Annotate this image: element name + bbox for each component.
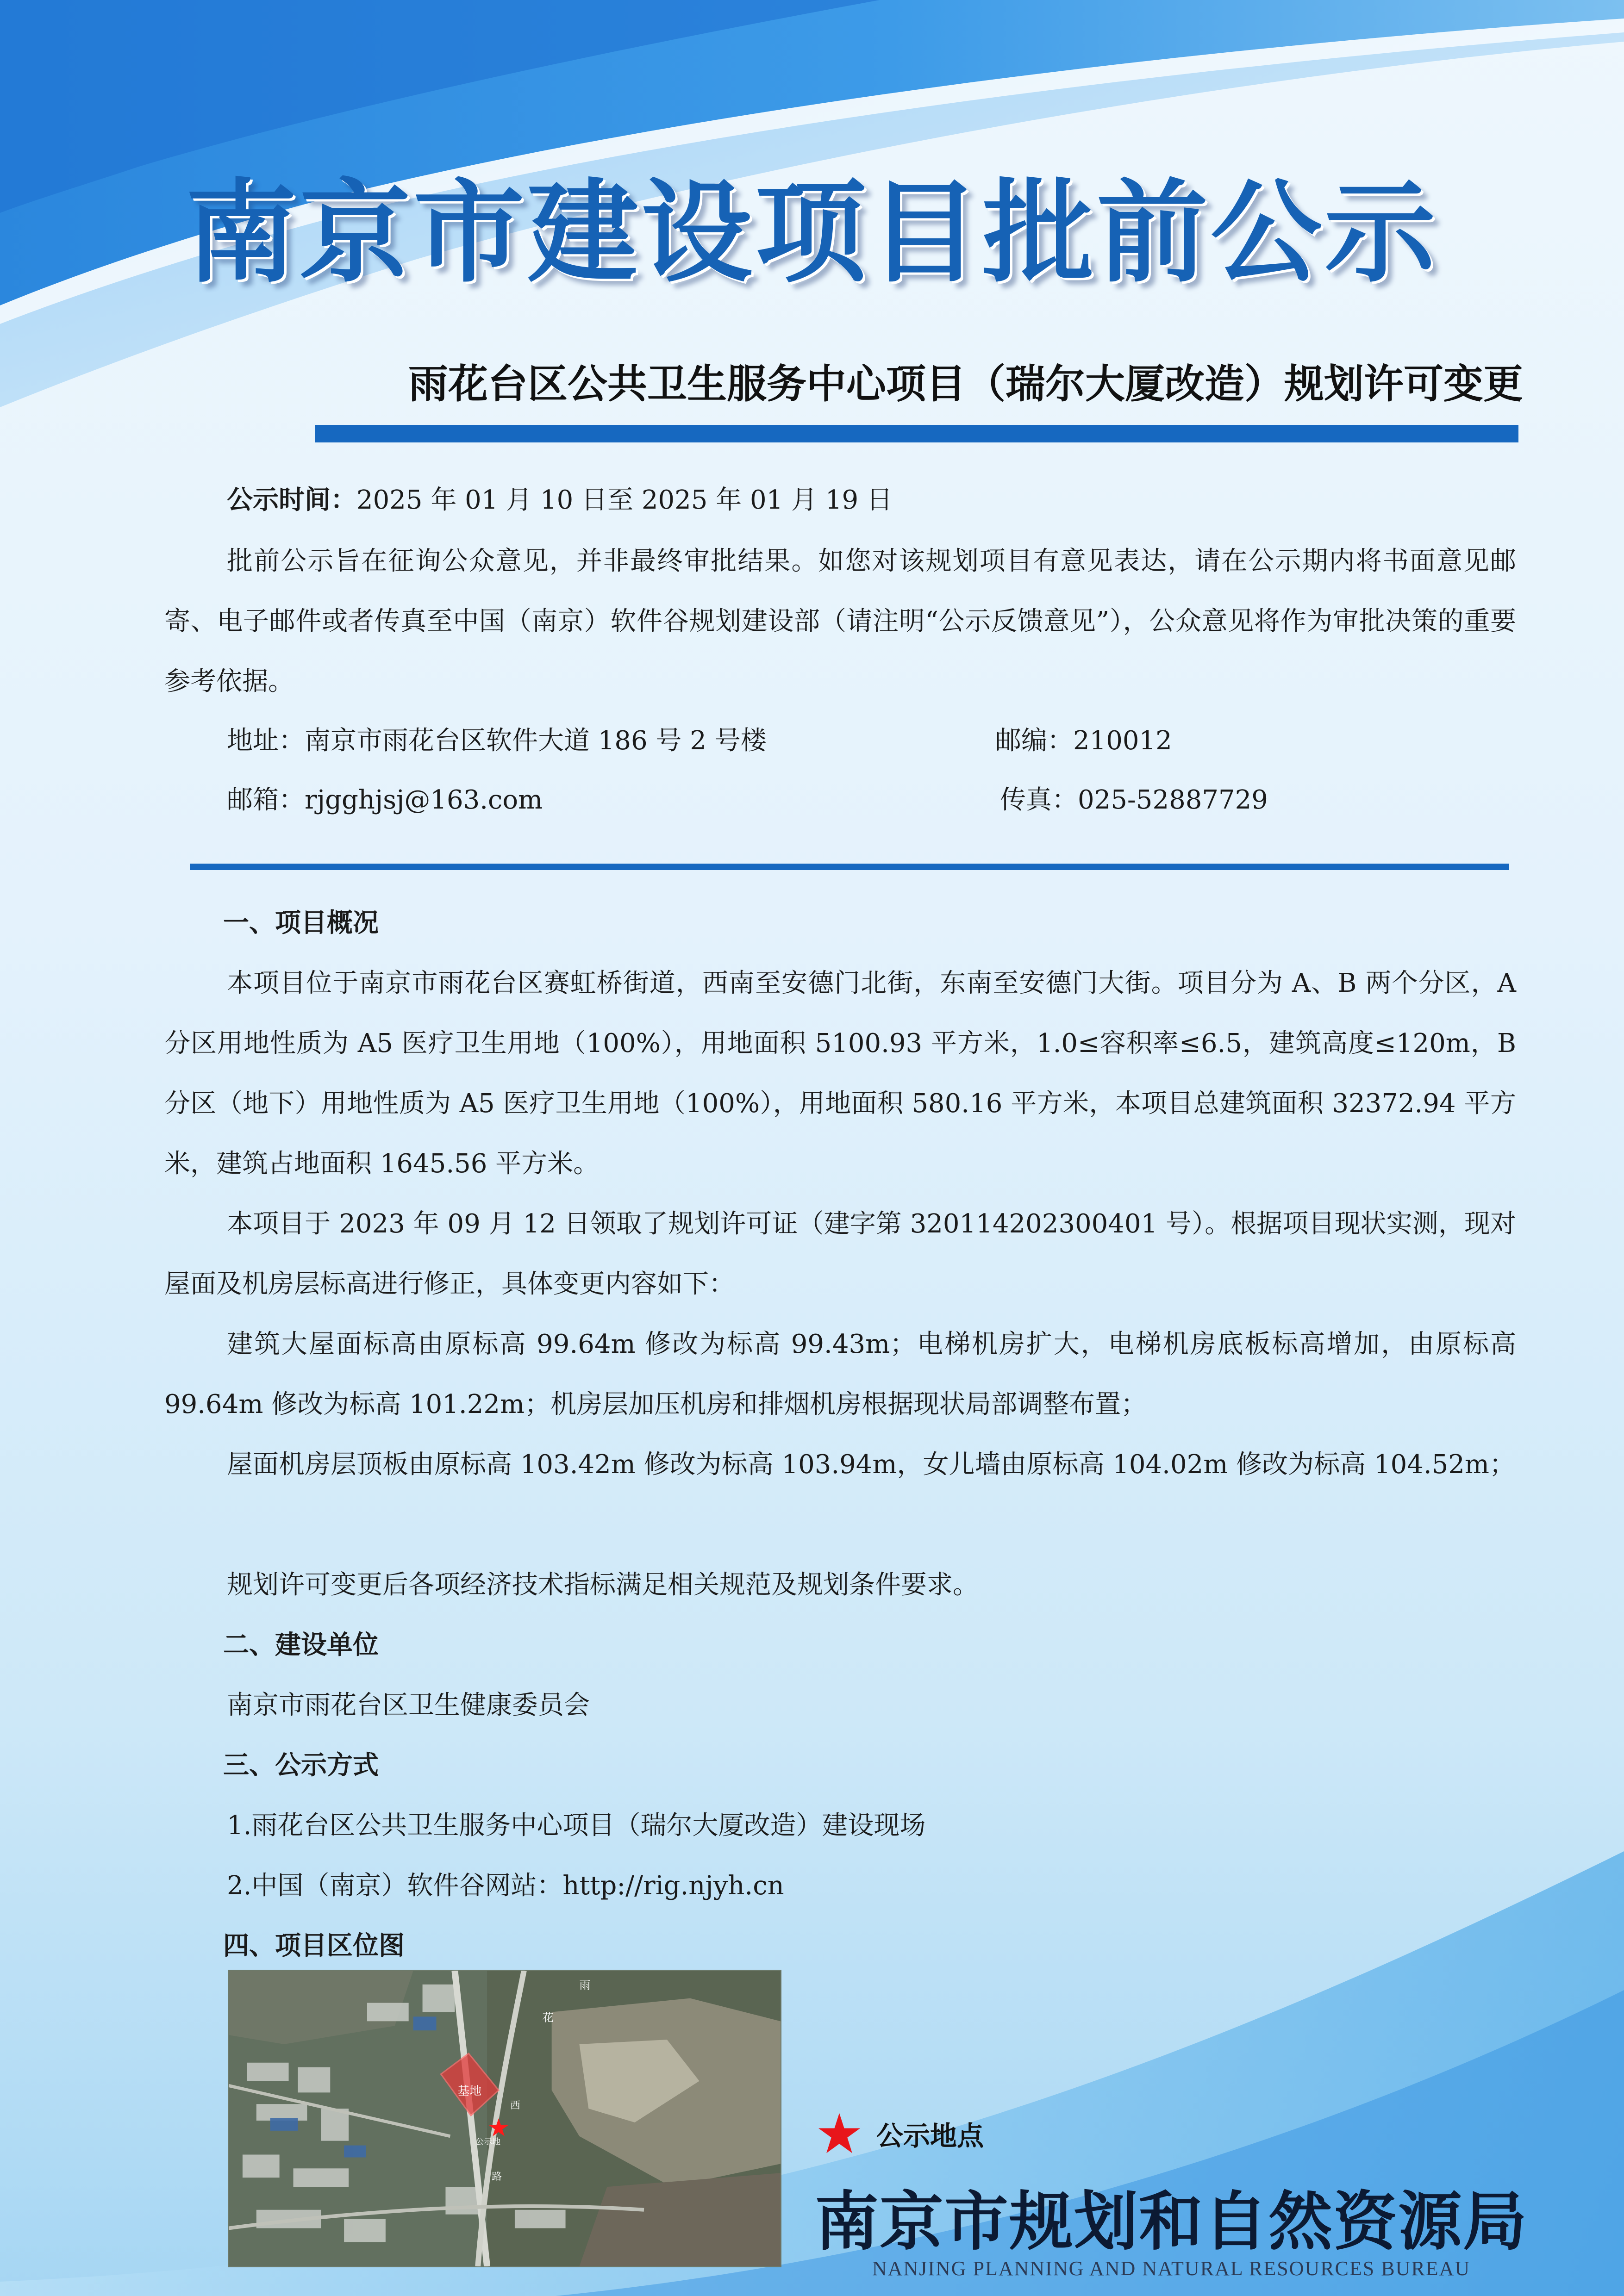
notice-period: [227, 469, 893, 531]
location-map: [228, 1970, 781, 2267]
notice-fax: 传真：025-52887729: [1000, 785, 1268, 815]
notice-postcode: 邮编：210012: [995, 726, 1172, 756]
overview-paragraph: 本项目于 2023 年 09 月 12 日领取了规划许可证（建字第 320114202300401 号）。根据项目现状实测，现对屋面及机房层标高进行修正，具体变更内容如下：: [164, 1209, 1516, 1299]
map-legend: [817, 2108, 984, 2159]
section-divider: [190, 864, 1509, 870]
map-label: 西: [510, 2100, 520, 2112]
notice-intro: 批前公示旨在征询公众意见，并非最终审批结果。如您对该规划项目有意见表达，请在公示期内将书面意见邮寄、电子邮件或者传真至中国（南京）软件谷规划建设部（请注明“公示反馈意见”），公众意见将作为审批决策的重要参考依据。: [164, 546, 1516, 697]
map-label: 雨: [579, 1979, 591, 1992]
issuing-bureau-name: 南京市规划和自然资源局: [815, 2184, 1528, 2259]
map-label: 公示地: [475, 2137, 501, 2147]
section-heading-location: 四、项目区位图: [223, 1931, 405, 1961]
map-label: 基地: [457, 2084, 482, 2098]
notice-email: 邮箱：rjgghjsj@163.com: [227, 785, 543, 815]
section-heading-overview: 一、项目概况: [223, 908, 379, 938]
builder-name: 南京市雨花台区卫生健康委员会: [227, 1690, 590, 1720]
map-label: 路: [492, 2171, 502, 2183]
method-item: 1.雨花台区公共卫生服务中心项目（瑞尔大厦改造）建设现场: [227, 1811, 926, 1841]
subtitle-divider: [315, 425, 1518, 442]
period-value: 2025 年 01 月 10 日至 2025 年 01 月 19 日: [356, 485, 893, 515]
overview-paragraph: 规划许可变更后各项经济技术指标满足相关规范及规划条件要求。: [227, 1570, 979, 1600]
page-title: 南京市建设项目批前公示: [185, 167, 1438, 298]
section-heading-method: 三、公示方式: [223, 1750, 379, 1780]
overview-paragraph: 建筑大屋面标高由原标高 99.64m 修改为标高 99.43m；电梯机房扩大，电梯机房底板标高增加，由原标高 99.64m 修改为标高 101.22m；机房层加压机房和排烟机房根据现状局部调整布置；: [164, 1329, 1516, 1419]
legend-label: 公示地点: [876, 2120, 984, 2152]
red-star-icon: [817, 2111, 862, 2156]
section-heading-builder: 二、建设单位: [223, 1630, 379, 1660]
overview-paragraph: 本项目位于南京市雨花台区赛虹桥街道，西南至安德门北街，东南至安德门大街。项目分为 A、B 两个分区，A 分区用地性质为 A5 医疗卫生用地（100%），用地面积 5100.93 平方米，1.0≤容积率≤6.5，建筑高度≤120m，B 分区（地下）用地性质为 A5 医疗卫生用地（100%），用地面积 580.16 平方米，本项目总建筑面积 32372.94 平方米，建筑占地面积 1645.56 平方米。: [164, 968, 1516, 1179]
project-subtitle: 雨花台区公共卫生服务中心项目（瑞尔大厦改造）规划许可变更: [408, 361, 1523, 407]
method-item: 2.中国（南京）软件谷网站：http://rig.njyh.cn: [227, 1871, 784, 1901]
notice-address: 地址：南京市雨花台区软件大道 186 号 2 号楼: [227, 726, 767, 756]
map-label: 花: [542, 2011, 554, 2024]
period-label: 公示时间：: [227, 485, 356, 515]
issuing-bureau-name-en: NANJING PLANNING AND NATURAL RESOURCES BUREAU: [872, 2257, 1471, 2280]
overview-paragraph: 屋面机房层顶板由原标高 103.42m 修改为标高 103.94m，女儿墙由原标高 104.02m 修改为标高 104.52m；: [227, 1450, 1515, 1480]
